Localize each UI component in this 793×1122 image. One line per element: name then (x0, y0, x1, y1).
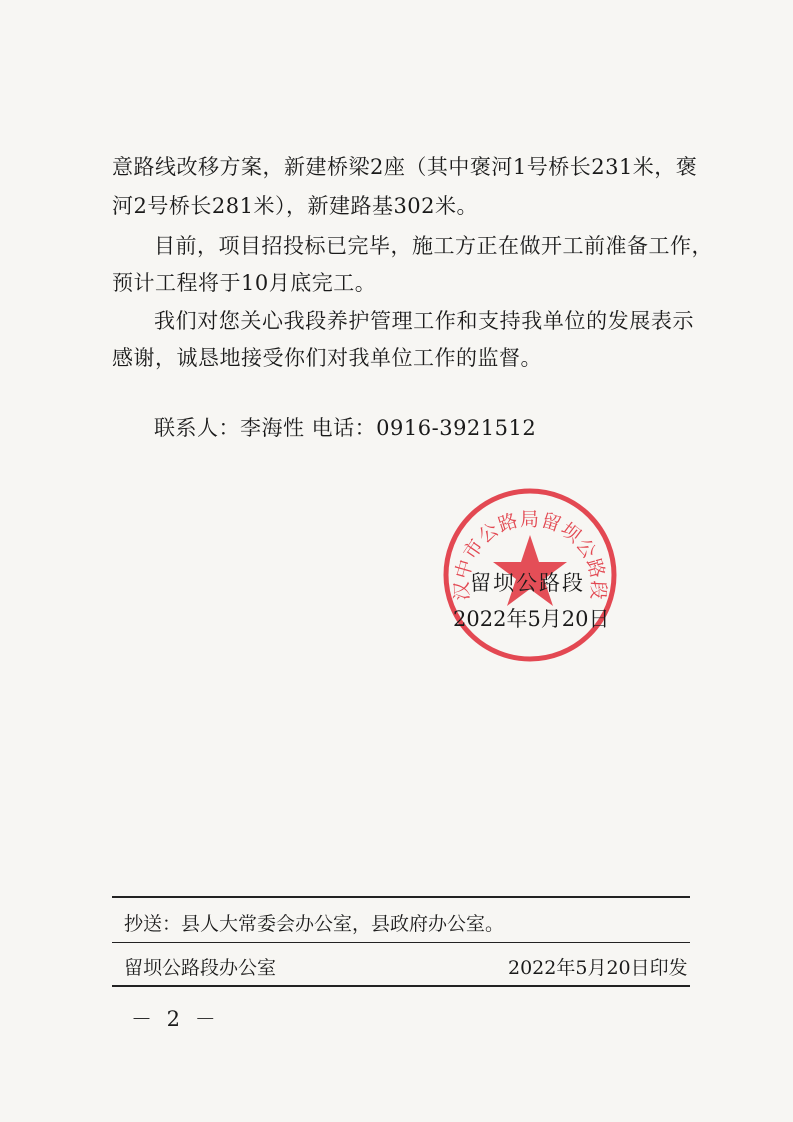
signoff-date: 2022年5月20日 (453, 607, 610, 631)
issue-date: 2022年5月20日印发 (508, 957, 688, 979)
footer-rule-bottom (112, 985, 690, 987)
body-line-4: 预计工程将于10月底完工。 (112, 271, 377, 295)
contact-line: 联系人：李海性 电话：0916-3921512 (154, 416, 537, 440)
footer-rule-top (112, 896, 690, 898)
body-line-2: 河2号桥长281米），新建路基302米。 (112, 194, 479, 218)
page-number: － 2 － (131, 1007, 220, 1031)
issuer-name: 留坝公路段办公室 (124, 957, 277, 979)
body-line-5: 我们对您关心我段养护管理工作和支持我单位的发展表示 (154, 309, 694, 333)
footer-rule-middle (112, 942, 690, 943)
signoff-org: 留坝公路段 (470, 571, 585, 595)
body-line-6: 感谢，诚恳地接受你们对我单位工作的监督。 (112, 346, 542, 370)
seal-text: 汉中市公路局留坝公路段 (450, 508, 610, 602)
body-line-1: 意路线改移方案，新建桥梁2座（其中褒河1号桥长231米，褒 (112, 155, 698, 179)
body-line-3: 目前，项目招投标已完毕，施工方正在做开工前准备工作， (154, 234, 713, 258)
cc-line: 抄送：县人大常委会办公室，县政府办公室。 (124, 913, 505, 935)
